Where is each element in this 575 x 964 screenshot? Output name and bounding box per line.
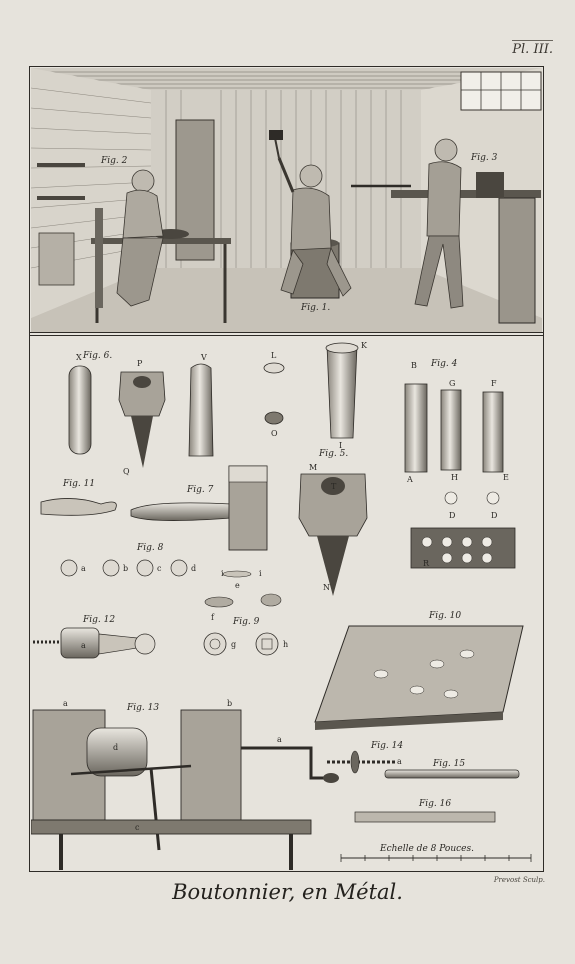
letter-g: G (449, 379, 456, 388)
letter-b-fig13: b (227, 699, 233, 708)
letter-i-upper: I (339, 441, 343, 450)
fig-1-label: Fig. 1. (301, 303, 331, 313)
tools-panel (31, 338, 542, 870)
scale-bar (341, 854, 531, 862)
letter-h: H (451, 473, 458, 482)
letter-d-fig8: d (191, 564, 197, 573)
fig-3-label: Fig. 3 (471, 153, 498, 163)
letter-a-fig8: a (81, 564, 86, 573)
letter-p: P (137, 359, 143, 368)
fig-16-label: Fig. 16 (419, 799, 452, 809)
punch-x (69, 366, 91, 454)
die-m-stem (317, 536, 349, 596)
fig-14-label: Fig. 14 (371, 741, 404, 751)
plate-number: Pl. III. (512, 42, 553, 57)
letter-f-fig9: f (211, 613, 214, 622)
scale-caption: Echelle de 8 Pouces. (380, 844, 474, 854)
letter-l: L (271, 351, 277, 360)
tube-f (483, 392, 503, 472)
die-p-stem (131, 416, 153, 468)
tool-fig-11 (41, 498, 116, 515)
tools-engraving (31, 338, 542, 870)
tool-fig-15 (385, 770, 519, 778)
letter-o: O (271, 429, 278, 438)
letter-a-crank: a (277, 735, 282, 744)
hammer-handle (131, 503, 231, 521)
letter-t: T (331, 482, 337, 491)
engraver-credit: Prevost Sculp. (493, 876, 545, 884)
letter-b: B (411, 361, 417, 370)
fig-2-label: Fig. 2 (101, 156, 128, 166)
letter-d-right: D (491, 511, 498, 520)
letter-c-fig8: c (157, 564, 162, 573)
letter-v: V (201, 353, 207, 362)
letter-a-fig4: A (407, 475, 413, 484)
letter-b-fig8: b (123, 564, 129, 573)
letter-i-fig9-left: i (221, 569, 224, 578)
letter-a-fig14: a (397, 757, 402, 766)
tool-fig-16 (355, 812, 495, 822)
panel-divider (29, 332, 544, 336)
letter-r: R (423, 559, 430, 568)
fig-11-label: Fig. 11 (63, 479, 96, 489)
fig-6-label: Fig. 6. (83, 351, 113, 361)
tray-fig-10 (315, 626, 523, 722)
fig-9-label: Fig. 9 (233, 617, 260, 627)
letter-m: M (309, 463, 318, 472)
lathe-crank (241, 748, 331, 778)
tube-b (405, 384, 427, 472)
letter-x: X (76, 353, 82, 362)
fig-10-label: Fig. 10 (429, 611, 462, 621)
letter-f: F (491, 379, 497, 388)
letter-a-fig12: a (81, 641, 86, 650)
letter-d-left: D (449, 511, 456, 520)
letter-e-fig9: e (235, 581, 240, 590)
fig-8-label: Fig. 8 (137, 543, 164, 553)
letter-e: E (503, 473, 509, 482)
letter-k: K (361, 341, 367, 350)
letter-g-fig9: g (231, 640, 237, 649)
workshop-scene (31, 68, 542, 332)
workshop-engraving (31, 68, 542, 332)
fig-4-label: Fig. 4 (431, 359, 458, 369)
lathe-bench (31, 820, 311, 834)
punch-k (327, 346, 357, 438)
letter-c-fig13: c (135, 823, 140, 832)
plate-title: Boutonnier, en Métal. (172, 880, 403, 904)
letter-q: Q (123, 467, 130, 476)
tube-g (441, 390, 461, 470)
chuck-fig-12 (61, 628, 99, 658)
letter-i-fig9-right: i (259, 569, 262, 578)
letter-h-fig9: h (283, 640, 289, 649)
fig-7-label: Fig. 7 (187, 485, 214, 495)
punch-v (189, 364, 213, 456)
fig-13-label: Fig. 13 (127, 703, 160, 713)
fig-5-label: Fig. 5. (319, 449, 349, 459)
letter-n: N (323, 583, 330, 592)
fig-15-label: Fig. 15 (433, 759, 466, 769)
letter-a-fig13: a (63, 699, 68, 708)
fig-12-label: Fig. 12 (83, 615, 116, 625)
letter-d-fig13: d (113, 743, 119, 752)
